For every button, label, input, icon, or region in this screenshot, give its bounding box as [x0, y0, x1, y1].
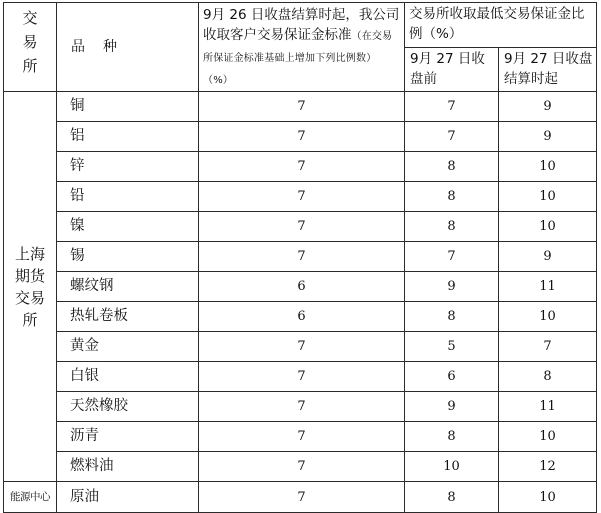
margin-rate-table: [3, 2, 597, 513]
product-header-char: 品: [71, 38, 87, 55]
customer-margin-cell: 7: [199, 242, 405, 272]
table-row: [4, 362, 597, 392]
exchange-header-char: 所: [22, 57, 38, 75]
table-row: [4, 422, 597, 452]
customer-margin-cell: 7: [199, 452, 405, 482]
exchange-min-margin-header: 交易所收取最低交易保证金比例（%）: [405, 3, 597, 48]
exchange-column-header: [4, 3, 57, 92]
before-close-cell: 8: [405, 152, 499, 182]
exchange-name-line: 期货: [14, 266, 45, 285]
margin-table-sheet: [3, 2, 597, 513]
customer-margin-cell: 7: [199, 122, 405, 152]
customer-margin-cell: 7: [199, 482, 405, 513]
before-close-cell: 5: [405, 332, 499, 362]
before-close-column-header: 9月 27 日收盘前: [405, 47, 499, 92]
table-row: [4, 212, 597, 242]
before-close-cell: 8: [405, 302, 499, 332]
table-row: [4, 272, 597, 302]
table-row: [4, 302, 597, 332]
customer-margin-cell: 7: [199, 422, 405, 452]
exchange-name-line: 上海: [14, 244, 45, 263]
product-cell: 镍: [57, 212, 199, 242]
customer-margin-cell: 7: [199, 392, 405, 422]
table-row: [4, 392, 597, 422]
before-close-cell: 7: [405, 92, 499, 122]
product-cell: 铝: [57, 122, 199, 152]
before-close-cell: 8: [405, 182, 499, 212]
product-cell: 锌: [57, 152, 199, 182]
after-settle-cell: 9: [499, 122, 597, 152]
product-column-header: [57, 3, 199, 92]
product-cell: 沥青: [57, 422, 199, 452]
before-close-cell: 9: [405, 272, 499, 302]
customer-margin-cell: 7: [199, 332, 405, 362]
product-cell: 螺纹钢: [57, 272, 199, 302]
before-close-cell: 8: [405, 212, 499, 242]
after-settle-cell: 10: [499, 212, 597, 242]
customer-margin-cell: 6: [199, 272, 405, 302]
before-close-cell: 7: [405, 122, 499, 152]
product-header-char: 种: [103, 38, 119, 55]
product-cell: 黄金: [57, 332, 199, 362]
after-settle-cell: 9: [499, 242, 597, 272]
customer-margin-cell: 7: [199, 152, 405, 182]
table-row: [4, 332, 597, 362]
table-header-row: [4, 3, 597, 48]
table-row: [4, 122, 597, 152]
customer-margin-column-header: [199, 3, 405, 92]
exchange-cell-shfe: [4, 92, 57, 482]
before-close-cell: 8: [405, 422, 499, 452]
after-settle-column-header: 9月 27 日收盘结算时起: [499, 47, 597, 92]
customer-margin-header-note: （在交易所保证金标准基础上增加下列比例数）: [203, 31, 393, 64]
exchange-cell-ine: 能源中心: [4, 482, 57, 513]
before-close-cell: 6: [405, 362, 499, 392]
exchange-header-char: 交: [22, 9, 38, 27]
table-row: [4, 242, 597, 272]
after-settle-cell: 10: [499, 302, 597, 332]
customer-margin-cell: 7: [199, 182, 405, 212]
table-row: [4, 452, 597, 482]
customer-margin-cell: 7: [199, 212, 405, 242]
product-cell: 原油: [57, 482, 199, 513]
exchange-name-line: 所: [22, 310, 38, 329]
customer-margin-cell: 7: [199, 92, 405, 122]
after-settle-cell: 12: [499, 452, 597, 482]
after-settle-cell: 11: [499, 272, 597, 302]
product-cell: 白银: [57, 362, 199, 392]
exchange-name-line: 交易: [14, 288, 45, 307]
customer-margin-cell: 6: [199, 302, 405, 332]
after-settle-cell: 10: [499, 152, 597, 182]
table-row: [4, 152, 597, 182]
product-cell: 热轧卷板: [57, 302, 199, 332]
before-close-cell: 8: [405, 482, 499, 513]
customer-margin-header-text: 9月 26 日收盘结算时起，我公司收取客户交易保证金标准: [203, 7, 400, 43]
after-settle-cell: 8: [499, 362, 597, 392]
after-settle-cell: 10: [499, 482, 597, 513]
before-close-cell: 7: [405, 242, 499, 272]
product-cell: 锡: [57, 242, 199, 272]
table-row: [4, 92, 597, 122]
customer-margin-cell: 7: [199, 362, 405, 392]
after-settle-cell: 10: [499, 182, 597, 212]
product-cell: 铜: [57, 92, 199, 122]
before-close-cell: 9: [405, 392, 499, 422]
before-close-cell: 10: [405, 452, 499, 482]
after-settle-cell: 10: [499, 422, 597, 452]
after-settle-cell: 11: [499, 392, 597, 422]
customer-margin-header-unit: （%）: [203, 75, 234, 86]
exchange-header-char: 易: [22, 33, 38, 51]
table-row: [4, 182, 597, 212]
product-cell: 燃料油: [57, 452, 199, 482]
after-settle-cell: 7: [499, 332, 597, 362]
product-cell: 铅: [57, 182, 199, 212]
product-cell: 天然橡胶: [57, 392, 199, 422]
after-settle-cell: 9: [499, 92, 597, 122]
